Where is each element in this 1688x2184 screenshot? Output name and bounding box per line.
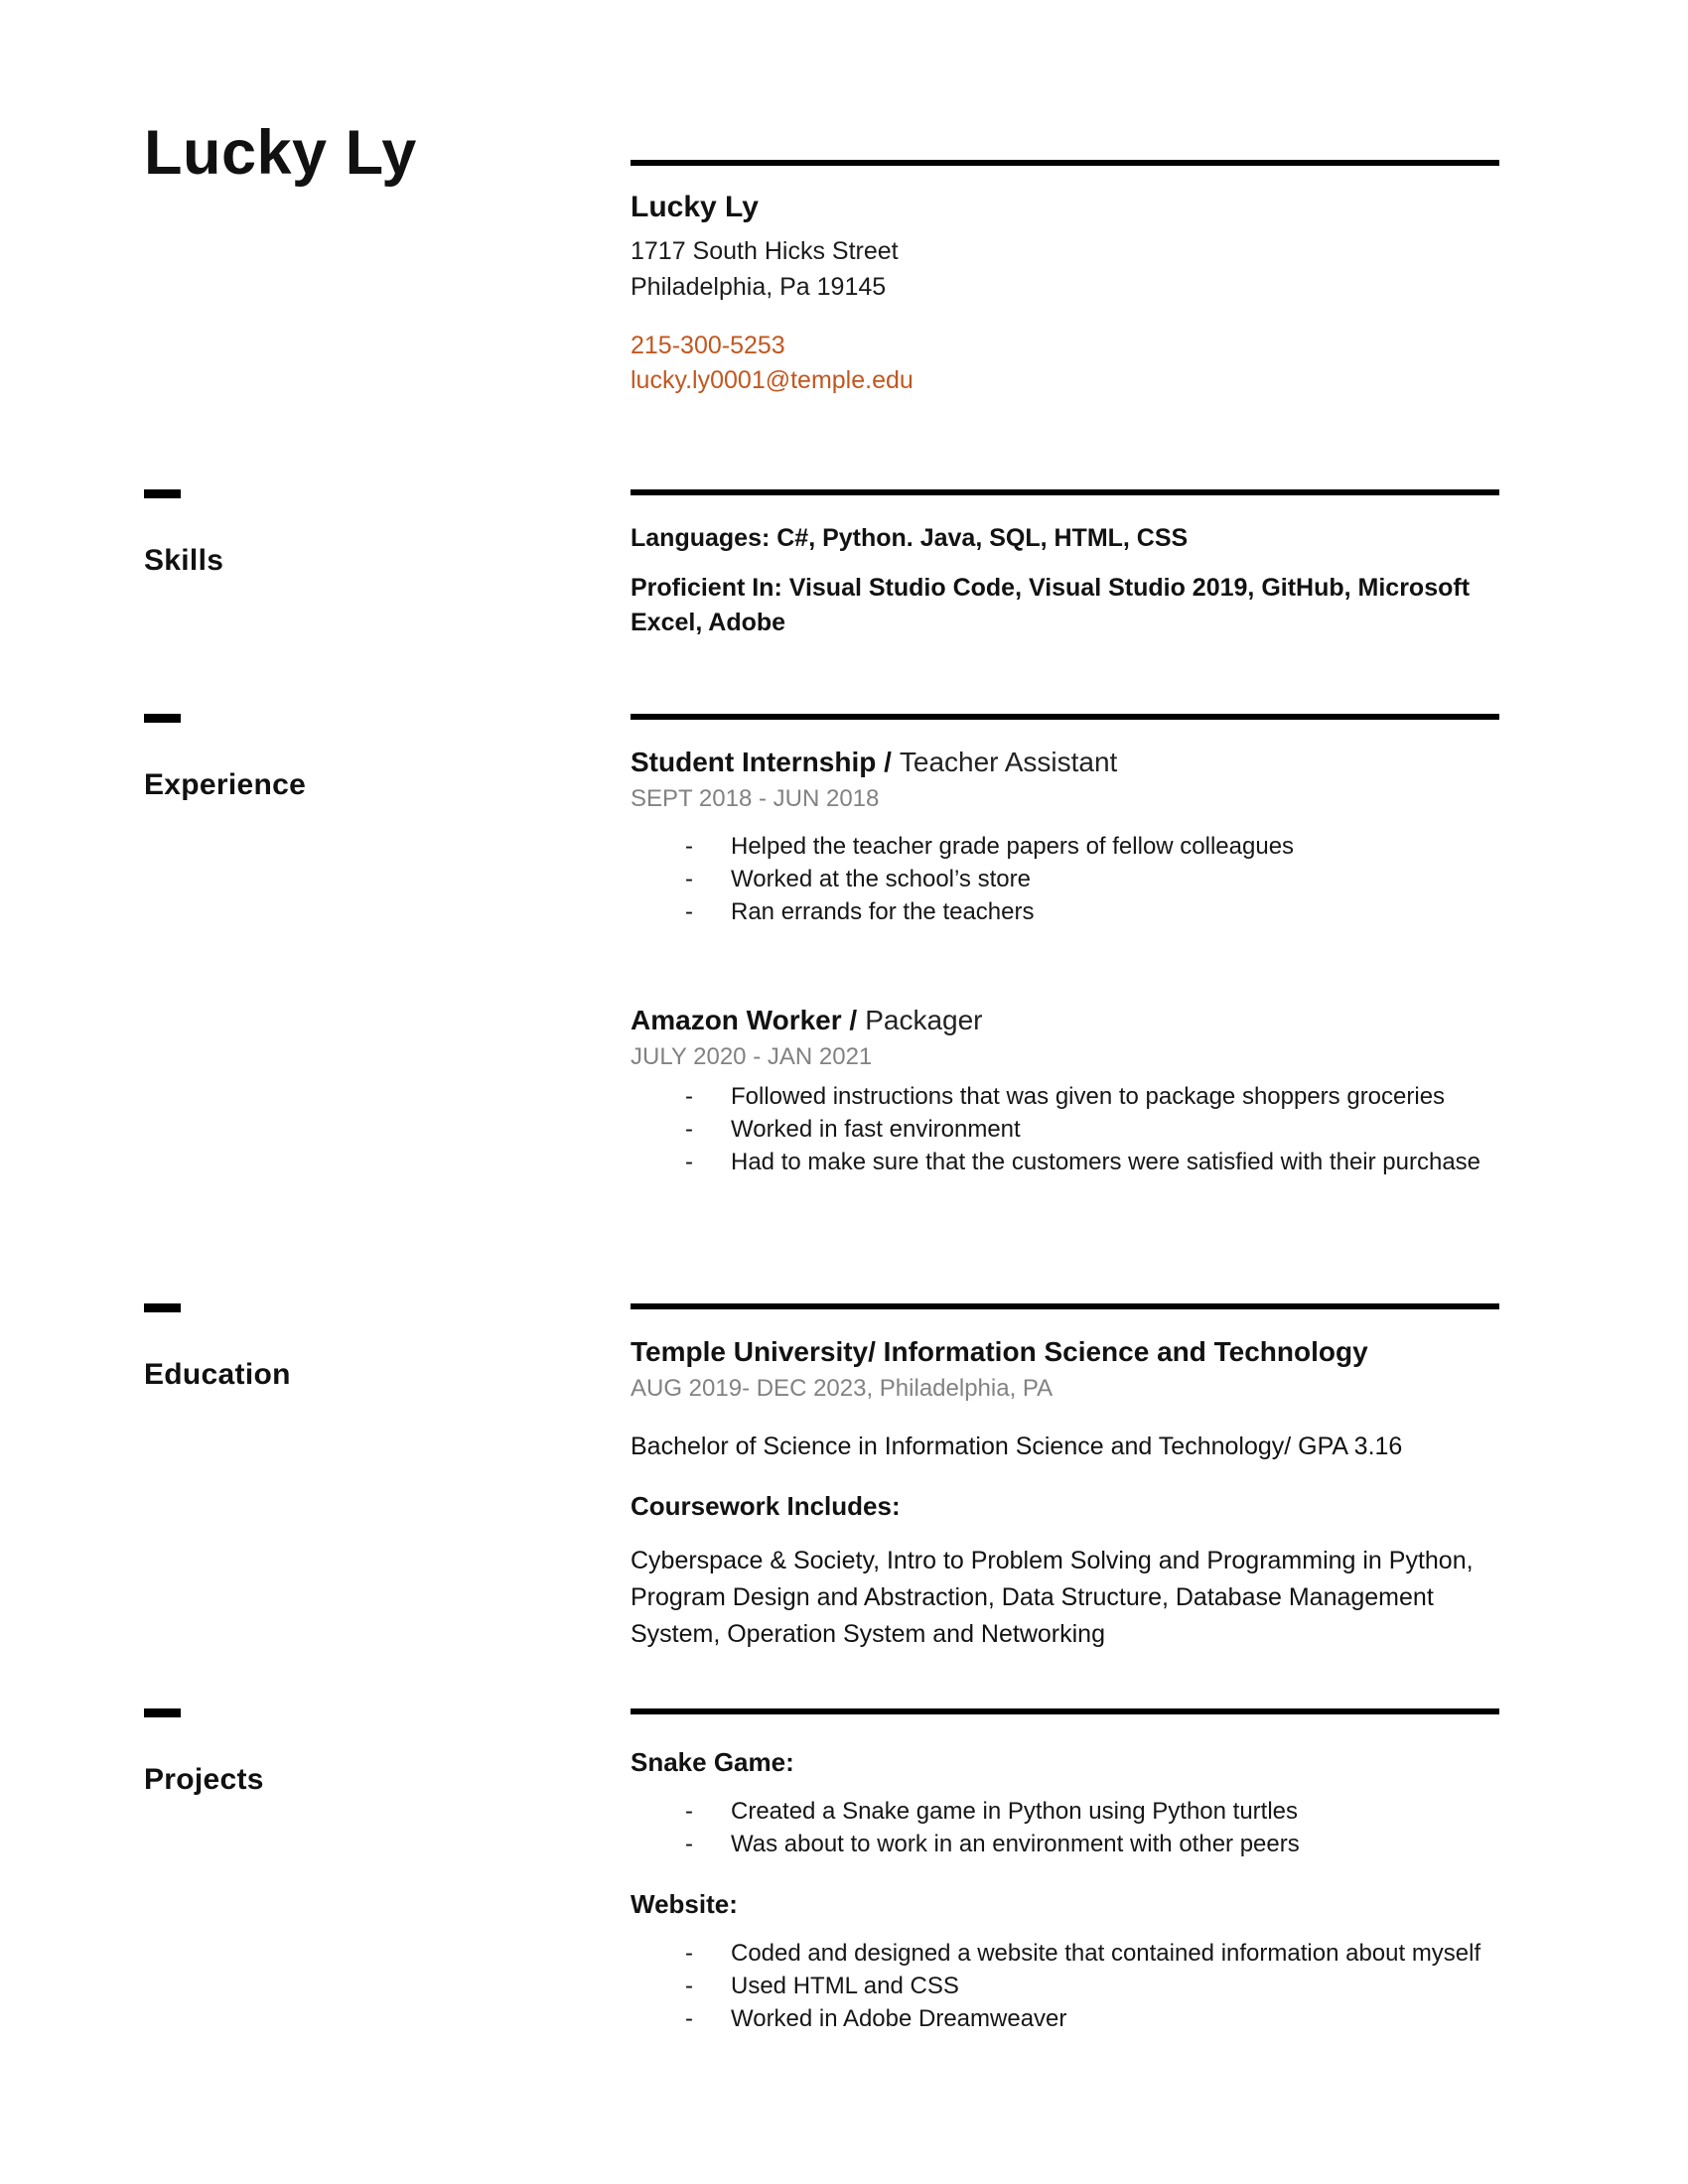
bullet-item xyxy=(685,863,1499,895)
bullet-dash-marker: - xyxy=(685,1149,693,1175)
job-dates: JULY 2020 - JAN 2021 xyxy=(631,1043,873,1070)
phone-link[interactable]: 215-300-5253 xyxy=(631,332,785,359)
bullet-text: Helped the teacher grade papers of fellow colleagues xyxy=(731,833,1295,860)
education-coursework-text: Cyberspace & Society, Intro to Problem Solving and Programming in Python, Program Design and Abstraction, Data Structure, Database Management System, Operation System and Networking xyxy=(631,1547,1474,1648)
projects-label-dash xyxy=(144,1708,181,1717)
skills-section-label: Skills xyxy=(144,544,224,577)
bullet-item xyxy=(685,1146,1499,1178)
bullet-text: Worked at the school’s store xyxy=(731,866,1031,892)
bullet-text: Created a Snake game in Python using Python turtles xyxy=(731,1798,1299,1825)
education-degree: Bachelor of Science in Information Science and Technology/ GPA 3.16 xyxy=(631,1433,1403,1460)
address-line-2: Philadelphia, Pa 19145 xyxy=(631,273,887,301)
job-bullet-list xyxy=(685,1080,1499,1178)
section-experience xyxy=(144,714,1499,1178)
experience-section-label: Experience xyxy=(144,768,307,801)
education-coursework-label: Coursework Includes: xyxy=(631,1491,901,1521)
bullet-dash-marker: - xyxy=(685,898,693,925)
address-line-1: 1717 South Hicks Street xyxy=(631,237,899,265)
job-bullet-list xyxy=(685,830,1499,928)
project-bullet-list xyxy=(685,1795,1499,1860)
job-title xyxy=(631,746,1499,779)
bullet-dash-marker: - xyxy=(685,1973,693,1999)
bullet-dash-marker: - xyxy=(685,866,693,892)
bullet-dash-marker: - xyxy=(685,1083,693,1110)
project-group-website xyxy=(631,1888,1499,2035)
bullet-item xyxy=(685,1828,1499,1860)
bullet-item xyxy=(685,1937,1499,1970)
projects-section-label: Projects xyxy=(144,1763,264,1796)
skills-languages-line: Languages: C#, Python. Java, SQL, HTML, CSS xyxy=(631,524,1189,552)
job-title-position: Teacher Assistant xyxy=(899,747,1118,777)
bullet-item xyxy=(685,895,1499,928)
bullet-dash-marker: - xyxy=(685,1940,693,1967)
job-dates: SEPT 2018 - JUN 2018 xyxy=(631,785,880,812)
contact-divider-rule xyxy=(631,160,1499,166)
skills-label-dash xyxy=(144,489,181,498)
section-projects xyxy=(144,1708,1499,2035)
bullet-text: Ran errands for the teachers xyxy=(731,898,1035,925)
job-title-position: Packager xyxy=(865,1005,983,1035)
project-bullet-list xyxy=(685,1937,1499,2035)
skills-proficient-line: Proficient In: Visual Studio Code, Visual Studio 2019, GitHub, Microsoft Excel, Adobe xyxy=(631,574,1471,636)
bullet-dash-marker: - xyxy=(685,1116,693,1143)
job-entry-amazon-worker xyxy=(631,1004,1499,1178)
bullet-dash-marker: - xyxy=(685,833,693,860)
job-title-role: Amazon Worker / xyxy=(631,1005,858,1035)
education-label-dash xyxy=(144,1303,181,1312)
education-school-title: Temple University/ Information Science and Technology xyxy=(631,1336,1368,1367)
bullet-item xyxy=(685,1080,1499,1113)
bullet-item xyxy=(685,2002,1499,2035)
bullet-text: Was about to work in an environment with other peers xyxy=(731,1831,1300,1857)
bullet-text: Coded and designed a website that contained information about myself xyxy=(731,1940,1481,1967)
job-title-role: Student Internship / xyxy=(631,747,892,777)
bullet-dash-marker: - xyxy=(685,2005,693,2032)
education-dates: AUG 2019- DEC 2023, Philadelphia, PA xyxy=(631,1375,1054,1402)
bullet-text: Had to make sure that the customers were satisfied with their purchase xyxy=(731,1149,1481,1175)
bullet-item xyxy=(685,1113,1499,1146)
bullet-text: Used HTML and CSS xyxy=(731,1973,959,1999)
project-group-snake-game xyxy=(631,1746,1499,1860)
section-skills xyxy=(144,489,1499,640)
bullet-item xyxy=(685,1970,1499,2002)
bullet-item xyxy=(685,1795,1499,1828)
bullet-dash-marker: - xyxy=(685,1831,693,1857)
job-title xyxy=(631,1004,1499,1037)
section-education xyxy=(144,1303,1499,1653)
bullet-text: Followed instructions that was given to package shoppers groceries xyxy=(731,1083,1446,1110)
page-title: Lucky Ly xyxy=(144,118,417,188)
experience-label-dash xyxy=(144,714,181,723)
education-section-label: Education xyxy=(144,1358,291,1391)
job-entry-student-internship xyxy=(631,746,1499,928)
bullet-dash-marker: - xyxy=(685,1798,693,1825)
bullet-text: Worked in fast environment xyxy=(731,1116,1021,1143)
header xyxy=(144,0,1499,398)
bullet-text: Worked in Adobe Dreamweaver xyxy=(731,2005,1067,2032)
email-link[interactable]: lucky.ly0001@temple.edu xyxy=(631,366,914,394)
project-heading: Snake Game: xyxy=(631,1747,794,1777)
project-heading: Website: xyxy=(631,1889,738,1919)
bullet-item xyxy=(685,830,1499,863)
contact-name: Lucky Ly xyxy=(631,191,759,223)
